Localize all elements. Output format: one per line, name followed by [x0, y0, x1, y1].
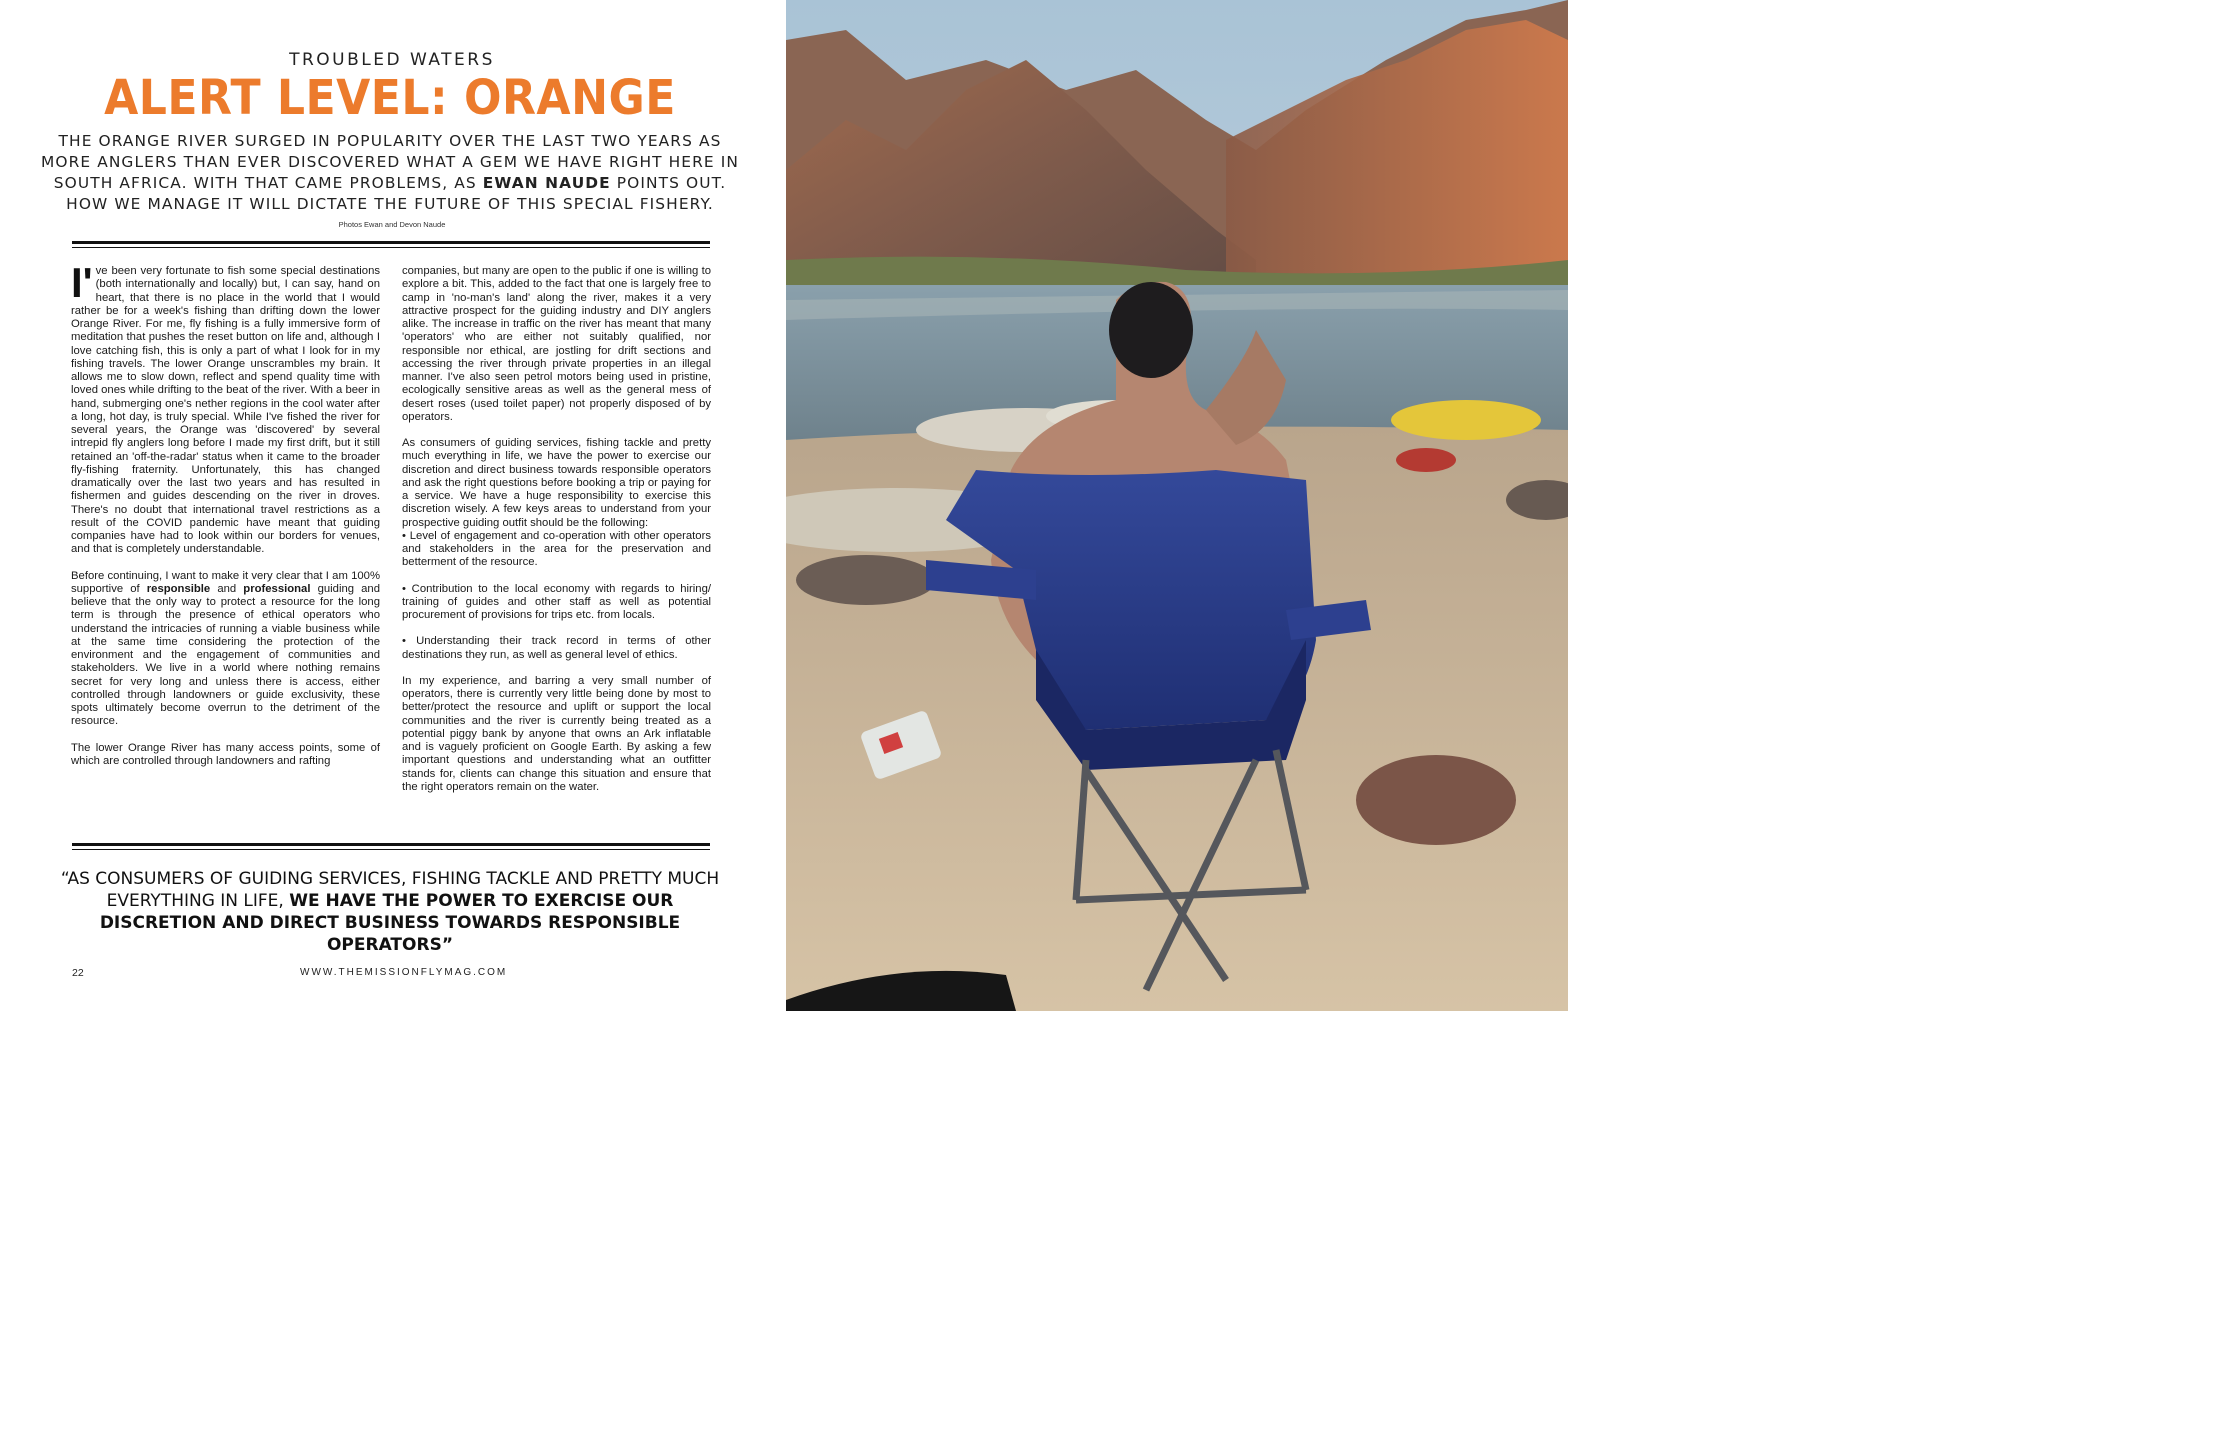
pull-quote-bold: WE HAVE THE POWER TO EXERCISE OUR DISCRETION AND DIRECT BUSINESS TOWARDS RESPONSIBLE OPERATORS”: [99, 891, 681, 955]
author-name: EWAN NAUDE: [482, 174, 611, 192]
bullet-item: • Understanding their track record in terms of other destinations they run, as well as general level of ethics.: [402, 635, 711, 661]
bullet-item: • Contribution to the local economy with regards to hiring/ training of guides and other staff as well as potential procurement of provisions for trips etc. from locals.: [402, 582, 711, 621]
pullquote-divider: [72, 843, 710, 850]
body-paragraph: In my experience, and barring a very small number of operators, there is currently very little being done by most to better/protect the resource and uplift or support the local communities and the river is currently being treated as a potential piggy bank by anyone that owns an Ark inflatable and is vaguely proficient on Google Earth. By asking a few important questions and understanding what an outfitter stands for, clients can change this situation and ensure that the right operators remain on the water.: [402, 674, 711, 793]
body-text: Before continuing, I want to make it very clear that I am 100% supportive of: [71, 569, 380, 595]
pull-quote: [60, 868, 720, 956]
body-paragraph: companies, but many are open to the public if one is willing to explore a bit. This, added to the fact that one is largely free to camp in 'no-man's land' along the river, makes it a very attractive prospect for the guiding industry and DIY anglers alike. The increase in traffic on the river has meant that many 'operators' who are either not suitably qualified, nor responsible nor ethical, are jostling for drift sections and accessing the river through private properties in an illegal manner. I've also seen petrol motors being used in pristine, ecologically sensitive areas as well as the general mess of desert roses (used toilet paper) not properly disposed of by operators.: [402, 265, 711, 423]
column-1: [71, 259, 380, 781]
pull-quote-text: “AS CONSUMERS OF GUIDING SERVICES, FISHING TACKLE AND PRETTY MUCH EVERYTHING IN LIFE,: [60, 869, 720, 911]
bullet-item: • Level of engagement and co-operation with other operators and stakeholders in the area for the preservation and betterment of the resource.: [402, 529, 711, 569]
photo-credit: Photos Ewan and Devon Naude: [338, 220, 446, 229]
body-paragraph: As consumers of guiding services, fishing tackle and pretty much everything in life, we have the power to exercise our discretion and direct business towards responsible operators and ask the right questions before booking a trip or paying for a service. We have a huge responsibility to exercise this discretion wisely. A few keys areas to understand from your prospective guiding outfit should be the following:: [402, 437, 711, 529]
emphasis-responsible: responsible: [146, 582, 211, 595]
text-page: [0, 0, 786, 1011]
emphasis-professional: professional: [243, 582, 311, 595]
top-divider: [72, 241, 710, 248]
body-paragraph: [71, 570, 380, 729]
standfirst: [40, 131, 740, 215]
section-kicker: TROUBLED WATERS: [289, 50, 495, 70]
column-2: [402, 265, 711, 807]
body-paragraph: I've been very fortunate to fish some special destinations (both internationally and locally) but, I can say, hand on heart, that there is no place in the world that I would rather be for a week's fishing than drifting down the lower Orange River. For me, fly fishing is a fully immersive form of meditation that pushes the reset button on life and, although I love catching fish, this is only a part of what I look for in my fishing travels. The lower Orange unscrambles my brain. It allows me to slow down, reflect and spend quality time with loved ones while drifting to the beat of the river. With a beer in hand, submerging one's nether regions in the cool water after a long, hot day, is truly special. While I've fished the river for several years, the Orange was 'discovered' by several intrepid fly anglers long before I made my first drift, but it still retained an 'off-the-radar' status when it came to the broader fly-fishing fraternity. Unfortunately, this has changed dramatically over the last two years and has resulted in fishermen and guides descending on the river in droves. There's no doubt that international travel restrictions as a result of the COVID pandemic have meant that guiding companies have had to look within our borders for venues, and that is completely understandable.: [71, 259, 380, 556]
body-paragraph: The lower Orange River has many access points, some of which are controlled through landowners and rafting: [71, 741, 380, 767]
body-text: guiding and believe that the only way to protect a resource for the long term is through the presence of ethical operators who understand the intricacies of running a viable business while at the same time considering the protection of the environment and the engagement of communities and stakeholders. We live in a world where nothing remains secret for very long and unless there is access, either controlled through landowners or guide exclusivity, these spots ultimately become overrun to the detriment of the resource.: [71, 582, 380, 728]
article-headline: ALERT LEVEL: ORANGE: [104, 70, 676, 126]
website-url: WWW.THEMISSIONFLYMAG.COM: [300, 967, 508, 978]
river-photo: [786, 0, 1568, 1011]
page-number: 22: [72, 967, 84, 979]
standfirst-text-1: THE ORANGE RIVER SURGED IN POPULARITY OVER THE LAST TWO YEARS AS MORE ANGLERS THAN EVER DISCOVERED WHAT A GEM WE HAVE RIGHT HERE IN SOUTH AFRICA. WITH THAT CAME PROBLEMS, AS: [40, 132, 739, 192]
standfirst-text-2: POINTS OUT. HOW WE MANAGE IT WILL DICTATE THE FUTURE OF THIS SPECIAL FISHERY.: [66, 174, 727, 213]
body-text: and: [210, 582, 244, 595]
